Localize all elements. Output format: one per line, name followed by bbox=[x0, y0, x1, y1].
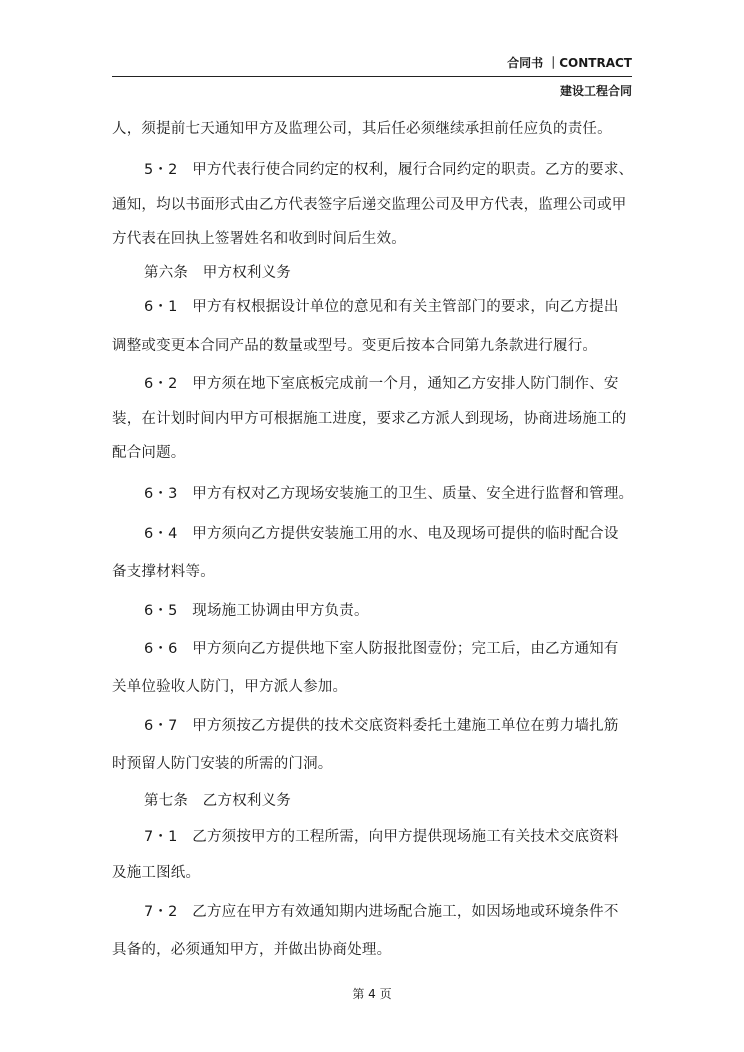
page-number: 第 4 页 bbox=[352, 987, 392, 1001]
section-heading: 第七条 乙方权利义务 bbox=[144, 793, 291, 809]
text-line: 6・7 甲方须按乙方提供的技术交底资料委托土建施工单位在剪力墙扎筋 bbox=[144, 718, 619, 734]
text-line: 调整或变更本合同产品的数量或型号。变更后按本合同第九条款进行履行。 bbox=[112, 338, 598, 354]
text-line: 6・6 甲方须向乙方提供地下室人防报批图壹份；完工后，由乙方通知有 bbox=[144, 641, 619, 657]
header-title: 合同书 ｜CONTRACT bbox=[507, 56, 632, 70]
text-line: 通知，均以书面形式由乙方代表签字后递交监理公司及甲方代表，监理公司或甲 bbox=[112, 197, 627, 213]
text-line: 配合问题。 bbox=[112, 445, 186, 461]
text-line: 7・2 乙方应在甲方有效通知期内进场配合施工，如因场地或环境条件不 bbox=[144, 904, 619, 920]
text-line: 时预留人防门安装的所需的门洞。 bbox=[112, 756, 333, 772]
text-line: 6・4 甲方须向乙方提供安装施工用的水、电及现场可提供的临时配合设 bbox=[144, 526, 619, 542]
text-line: 5・2 甲方代表行使合同约定的权利，履行合同约定的职责。乙方的要求、 bbox=[144, 162, 634, 178]
text-line: 及施工图纸。 bbox=[112, 865, 201, 881]
text-line: 人，须提前七天通知甲方及监理公司，其后任必须继续承担前任应负的责任。 bbox=[112, 121, 612, 137]
text-line: 6・5 现场施工协调由甲方负责。 bbox=[144, 603, 369, 619]
text-line: 6・1 甲方有权根据设计单位的意见和有关主管部门的要求，向乙方提出 bbox=[144, 299, 619, 315]
text-line: 7・1 乙方须按甲方的工程所需，向甲方提供现场施工有关技术交底资料 bbox=[144, 829, 619, 845]
text-line: 具备的，必须通知甲方，并做出协商处理。 bbox=[112, 942, 392, 958]
header-divider bbox=[112, 76, 632, 77]
text-line: 6・3 甲方有权对乙方现场安装施工的卫生、质量、安全进行监督和管理。 bbox=[144, 486, 634, 502]
section-heading: 第六条 甲方权利义务 bbox=[144, 265, 291, 281]
text-line: 备支撑材料等。 bbox=[112, 564, 215, 580]
header-subtitle: 建设工程合同 bbox=[559, 84, 632, 98]
text-line: 关单位验收人防门，甲方派人参加。 bbox=[112, 679, 348, 695]
text-line: 6・2 甲方须在地下室底板完成前一个月，通知乙方安排人防门制作、安 bbox=[144, 376, 619, 392]
text-line: 方代表在回执上签署姓名和收到时间后生效。 bbox=[112, 231, 406, 247]
text-line: 装，在计划时间内甲方可根据施工进度，要求乙方派人到现场，协商进场施工的 bbox=[112, 411, 627, 427]
